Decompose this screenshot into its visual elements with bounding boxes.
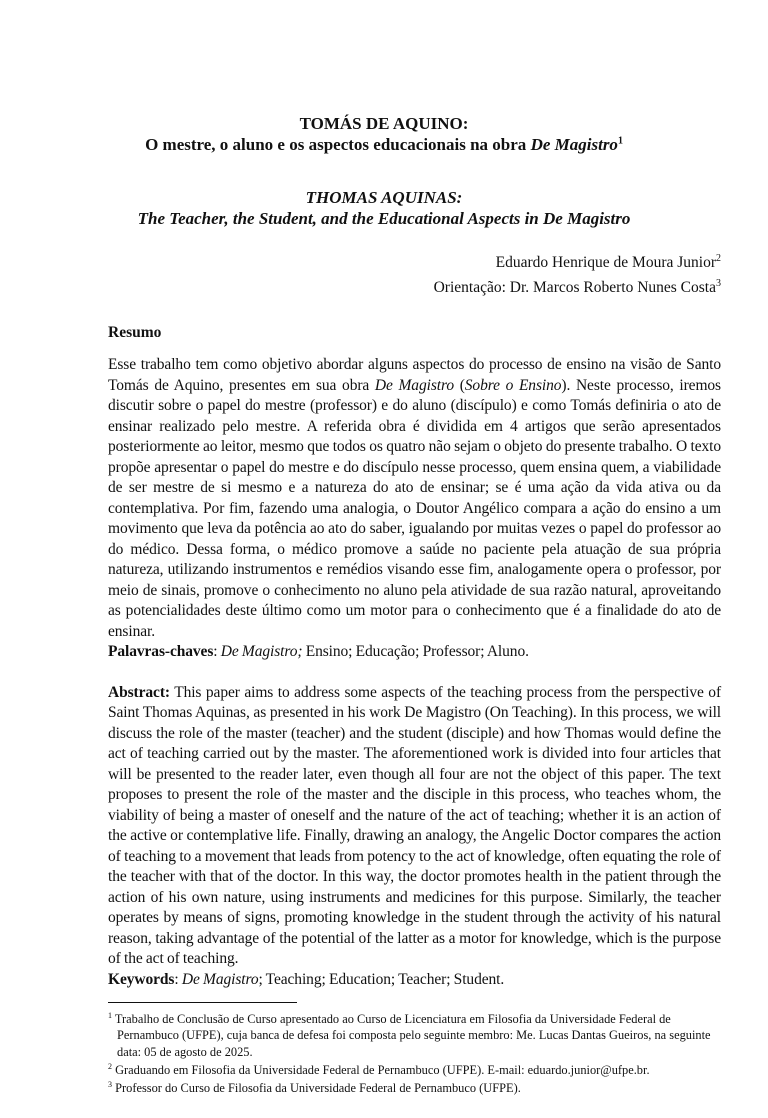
title-pt: TOMÁS DE AQUINO: (299, 114, 469, 133)
subtitle-pt-text: O mestre, o aluno e os aspectos educacionais na obra (145, 135, 531, 154)
abstract-text: This paper aims to address some aspects of the teaching process from the perspective of Saint Thomas Aquinas, as presented in his work De Magistro (On Teaching). In this process, we will discuss the role of the master (teacher) and the student (disciple) and how Thomas would define the act of teaching carried out by the master. The aforementioned work is divided into four articles that will be presented to the reader later, even though all four are not the object of this paper. The text proposes to present the role of the master and the disciple in this process, who teaches whom, the viability of being a master of oneself and the nature of the act of teaching; whether it is an action of the active or contemplative life. Finally, drawing an analogy, the Angelic Doctor compares the action of teaching to a movement that leads from potency to the act of knowledge, often equating the role of the teacher with that of the doctor. In this way, the doctor promotes health in the patient through the action of his own nature, using instruments and medicines for this purpose. Similarly, the teacher operates by means of signs, promoting knowledge in the student through the activity of his natural reason, taking advantage of the potential of the latter as a motor for knowledge, which is the purpose of the act of teaching. (108, 683, 721, 967)
footnote-1-text: Trabalho de Conclusão de Curso apresentado ao Curso de Licenciatura em Filosofia da Universidade Federal de Pernambuco (UFPE), cuja banca de defesa foi composta pelo seguinte membro: Me. Lucas Dantas Gueiros, na seguinte data: 05 de agosto de 2025. (114, 1012, 711, 1059)
advisor (108, 278, 721, 298)
resumo-section (108, 355, 721, 663)
footnote-3 (108, 1080, 721, 1096)
author (108, 253, 721, 273)
footnote-3-num: 3 (108, 1080, 112, 1090)
footnote-1-num: 1 (108, 1010, 112, 1020)
palavras-chaves: Palavras-chaves: De Magistro; Ensino; Educação; Professor; Aluno. (108, 643, 529, 660)
footnote-ref-2[interactable]: 2 (716, 252, 721, 264)
resumo-paragraph (108, 355, 721, 642)
footnote-ref-3[interactable]: 3 (716, 277, 721, 289)
keywords-italic: De Magistro (181, 970, 259, 988)
footnotes (108, 1011, 721, 1096)
subtitle-en: The Teacher, the Student, and the Educational Aspects in De Magistro (137, 209, 631, 228)
keywords-label: Keywords (108, 970, 175, 988)
footnote-ref-1[interactable]: 1 (617, 135, 623, 147)
resumo-italic-1: De Magistro (374, 376, 454, 394)
resumo-text-1: Esse trabalho tem como objetivo abordar alguns aspectos do processo de ensino na visão de Santo Tomás de Aquino, presentes em sua obra (108, 356, 721, 394)
keywords-text: ; Teaching; Education; Teacher; Student. (258, 970, 505, 988)
footnote-1 (108, 1011, 721, 1060)
palavras-chaves-text: Ensino; Educação; Professor; Aluno. (302, 643, 529, 660)
resumo-text-1b: ( (453, 376, 465, 394)
footnote-divider (108, 1002, 297, 1003)
footnote-2-text: Graduando em Filosofia da Universidade Federal de Pernambuco (UFPE). E-mail: eduardo.junior@ufpe.br. (115, 1062, 650, 1077)
resumo-italic-2: Sobre o Ensino (464, 376, 562, 394)
author-name: Eduardo Henrique de Moura Junior (495, 254, 716, 271)
subtitle-pt (0, 134, 768, 155)
abstract-section (108, 683, 721, 991)
palavras-chaves-italic: De Magistro; (220, 643, 303, 660)
abstract-paragraph (108, 683, 721, 970)
resumo-heading: Resumo (108, 324, 162, 341)
footnote-3-text: Professor do Curso de Filosofia da Universidade Federal de Pernambuco (UFPE). (115, 1081, 521, 1096)
abstract-label: Abstract: (108, 683, 170, 701)
footnote-2-num: 2 (108, 1061, 112, 1071)
keywords: Keywords: De Magistro; Teaching; Education; Teacher; Student. (108, 970, 505, 988)
resumo-text-2: ). Neste processo, iremos discutir sobre o papel do mestre (professor) e do aluno (discípulo) e como Tomás definiria o ato de ensinar realizado pelo mestre. A referida obra é dividida em 4 artigos que serão apresentados posteriormente ao leitor, mesmo que todos os quatro não sejam o objeto do presente trabalho. O texto propõe apresentar o papel do mestre e do discípulo nesse processo, quem ensina quem, a viabilidade de ser mestre de si mesmo e a natureza do ato de ensinar; se é uma ação da vida ativa ou da contemplativa. Por fim, fazendo uma analogia, o Doutor Angélico compara a ação do ensino a um movimento que leva da potência ao ato do saber, igualando por muitas vezes o papel do professor ao do médico. Dessa forma, o médico promove a saúde no paciente pela atuação de sua própria natureza, utilizando instrumentos e remédios visando esse fim, analogamente opera o professor, por meio de sinais, promove o conhecimento no aluno pela atividade de sua razão natural, aproveitando as potencialidades deste último como um motor para o conhecimento que é a finalidade do ato de ensinar. (108, 376, 721, 640)
palavras-chaves-label: Palavras-chaves (108, 643, 214, 660)
advisor-text: Orientação: Dr. Marcos Roberto Nunes Costa (433, 279, 716, 296)
subtitle-pt-italic: De Magistro (530, 135, 618, 154)
title-en: THOMAS AQUINAS: (305, 188, 463, 207)
footnote-2 (108, 1062, 721, 1078)
